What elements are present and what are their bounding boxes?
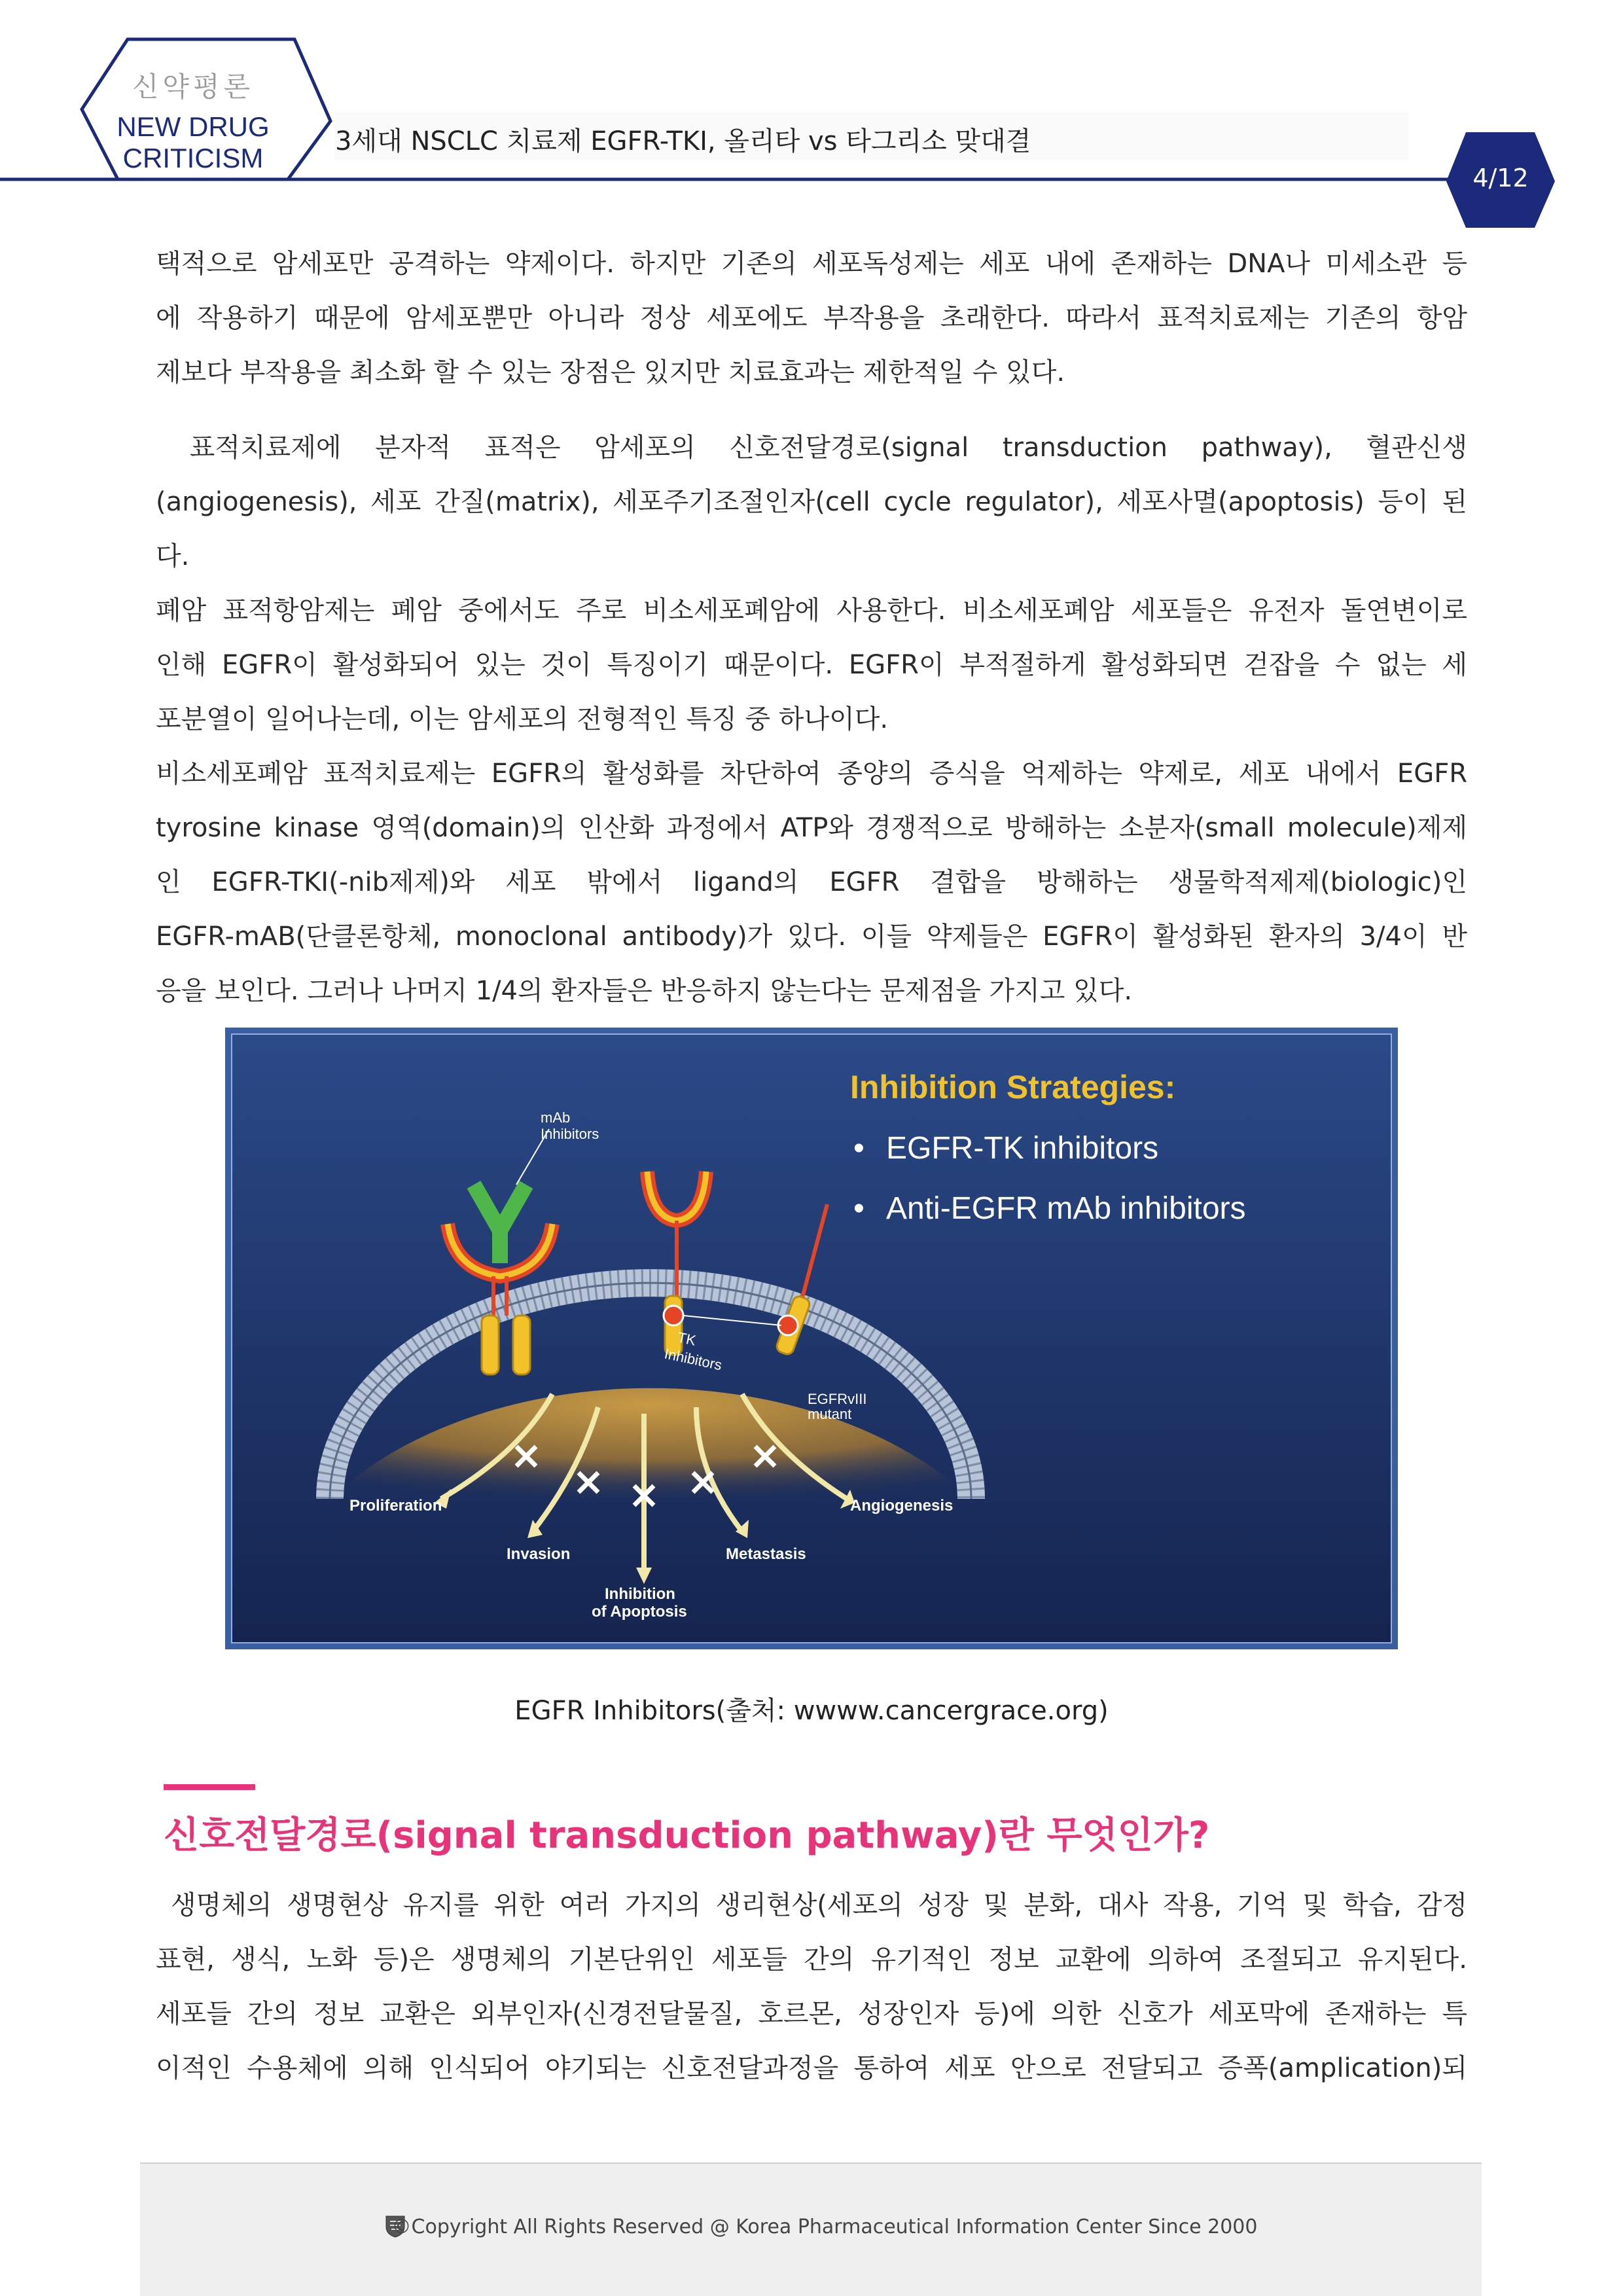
label-metastasis: Metastasis xyxy=(726,1545,806,1563)
bullet-dot: • xyxy=(853,1131,865,1166)
label-mab-2: Inhibitors xyxy=(541,1126,599,1142)
label-apoptosis-2: of Apoptosis xyxy=(592,1603,687,1621)
logo-english xyxy=(105,111,281,174)
label-angiogenesis: Angiogenesis xyxy=(850,1497,954,1515)
paragraph-line: (angiogenesis), 세포 간질(matrix), 세포주기조절인자(cell cycle regulator), 세포사멸(apoptosis) 등이 된 xyxy=(156,487,1467,517)
label-proliferation: Proliferation xyxy=(349,1497,442,1515)
tk-inhibitor-dot xyxy=(664,1306,683,1325)
paragraph-line: 포분열이 일어나는데, 이는 암세포의 전형적인 특징 중 하나이다. xyxy=(156,704,889,734)
bullet-dot: • xyxy=(853,1191,865,1226)
kinase-domain xyxy=(482,1316,499,1374)
label-apoptosis-1: Inhibition xyxy=(605,1585,675,1603)
figure-caption: EGFR Inhibitors(출처: wwww.cancergrace.org) xyxy=(514,1696,1109,1726)
section-accent-bar xyxy=(164,1784,255,1790)
paragraph-line: 택적으로 암세포만 공격하는 약제이다. 하지만 기존의 세포독성제는 세포 내에 존재하는 DNA나 미세소관 등 xyxy=(156,249,1467,279)
label-tk-2: Inhibitors xyxy=(662,1345,724,1374)
footer-copyright: ©Copyright All Rights Reserved @ Korea Pharmaceutical Information Center Since 2000 xyxy=(391,2215,1258,2238)
paragraph-line: 이적인 수용체에 의해 인식되어 야기되는 신호전달과정을 통하여 세포 안으로 전달되고 증폭(amplication)되 xyxy=(156,2053,1467,2083)
logo-english-line2: CRITICISM xyxy=(122,143,264,173)
paragraph-line: 비소세포폐암 표적치료제는 EGFR의 활성화를 차단하여 종양의 증식을 억제하는 약제로, 세포 내에서 EGFR xyxy=(156,759,1467,789)
label-mab-1: mAb xyxy=(541,1109,571,1126)
figure-background xyxy=(232,1034,1391,1643)
paragraph-line: 인해 EGFR이 활성화되어 있는 것이 특징이기 때문이다. EGFR이 부적절하게 활성화되면 걷잡을 수 없는 세 xyxy=(156,650,1467,680)
paragraph-line: 생명체의 생명현상 유지를 위한 여러 가지의 생리현상(세포의 성장 및 분화, 대사 작용, 기억 및 학습, 감정 xyxy=(156,1890,1467,1920)
label-mutant-2: mutant xyxy=(808,1406,852,1422)
logo-korean: 신약평론 xyxy=(132,71,255,103)
label-tk-1: TK xyxy=(675,1329,698,1349)
paragraph-line: 다. xyxy=(156,541,190,571)
paragraph-line: 인 EGFR-TKI(-nib제제)와 세포 밖에서 ligand의 EGFR 결합을 방해하는 생물학적제제(biologic)인 xyxy=(156,867,1467,897)
paragraph-line: 표적치료제에 분자적 표적은 암세포의 신호전달경로(signal transduction pathway), 혈관신생 xyxy=(156,433,1467,463)
figure-bullet-2: Anti-EGFR mAb inhibitors xyxy=(886,1191,1246,1226)
figure-bullet-1: EGFR-TK inhibitors xyxy=(886,1131,1159,1166)
paragraph-line: EGFR-mAB(단클론항체, monoclonal antibody)가 있다. 이들 약제들은 EGFR이 활성화된 환자의 3/4이 반 xyxy=(156,922,1467,952)
paragraph-line: 폐암 표적항암제는 폐암 중에서도 주로 비소세포폐암에 사용한다. 비소세포폐암 세포들은 유전자 돌연변이로 xyxy=(156,596,1467,626)
logo-english-line1: NEW DRUG xyxy=(116,111,270,142)
kinase-domain xyxy=(513,1316,530,1374)
label-invasion: Invasion xyxy=(507,1545,571,1563)
egfr-inhibitors-figure xyxy=(225,1028,1398,1649)
paragraph-line: 세포들 간의 정보 교환은 외부인자(신경전달물질, 호르몬, 성장인자 등)에 의한 신호가 세포막에 존재하는 특 xyxy=(156,1999,1467,2029)
page-number: 4/12 xyxy=(1472,164,1529,192)
figure-title: Inhibition Strategies: xyxy=(850,1069,1176,1105)
label-mutant-1: EGFRvIII xyxy=(808,1391,867,1407)
paragraph-line: tyrosine kinase 영역(domain)의 인산화 과정에서 ATP와 경쟁적으로 방해하는 소분자(small molecule)제제 xyxy=(156,813,1467,843)
paragraph-line: 표현, 생식, 노화 등)은 생명체의 기본단위인 세포들 간의 유기적인 정보 교환에 의하여 조절되고 유지된다. xyxy=(156,1945,1467,1975)
paragraph-line: 에 작용하기 때문에 암세포뿐만 아니라 정상 세포에도 부작용을 초래한다. 따라서 표적치료제는 기존의 항암 xyxy=(156,303,1467,333)
header-title: 3세대 NSCLC 치료제 EGFR-TKI, 올리타 vs 타그리소 맞대결 xyxy=(335,126,1031,156)
paragraph-line: 응을 보인다. 그러나 나머지 1/4의 환자들은 반응하지 않는다는 문제점을 가지고 있다. xyxy=(156,976,1133,1006)
section-heading: 신호전달경로(signal transduction pathway)란 무엇인가? xyxy=(164,1814,1210,1857)
paragraph-line: 제보다 부작용을 최소화 할 수 있는 장점은 있지만 치료효과는 제한적일 수 있다. xyxy=(156,357,1065,387)
